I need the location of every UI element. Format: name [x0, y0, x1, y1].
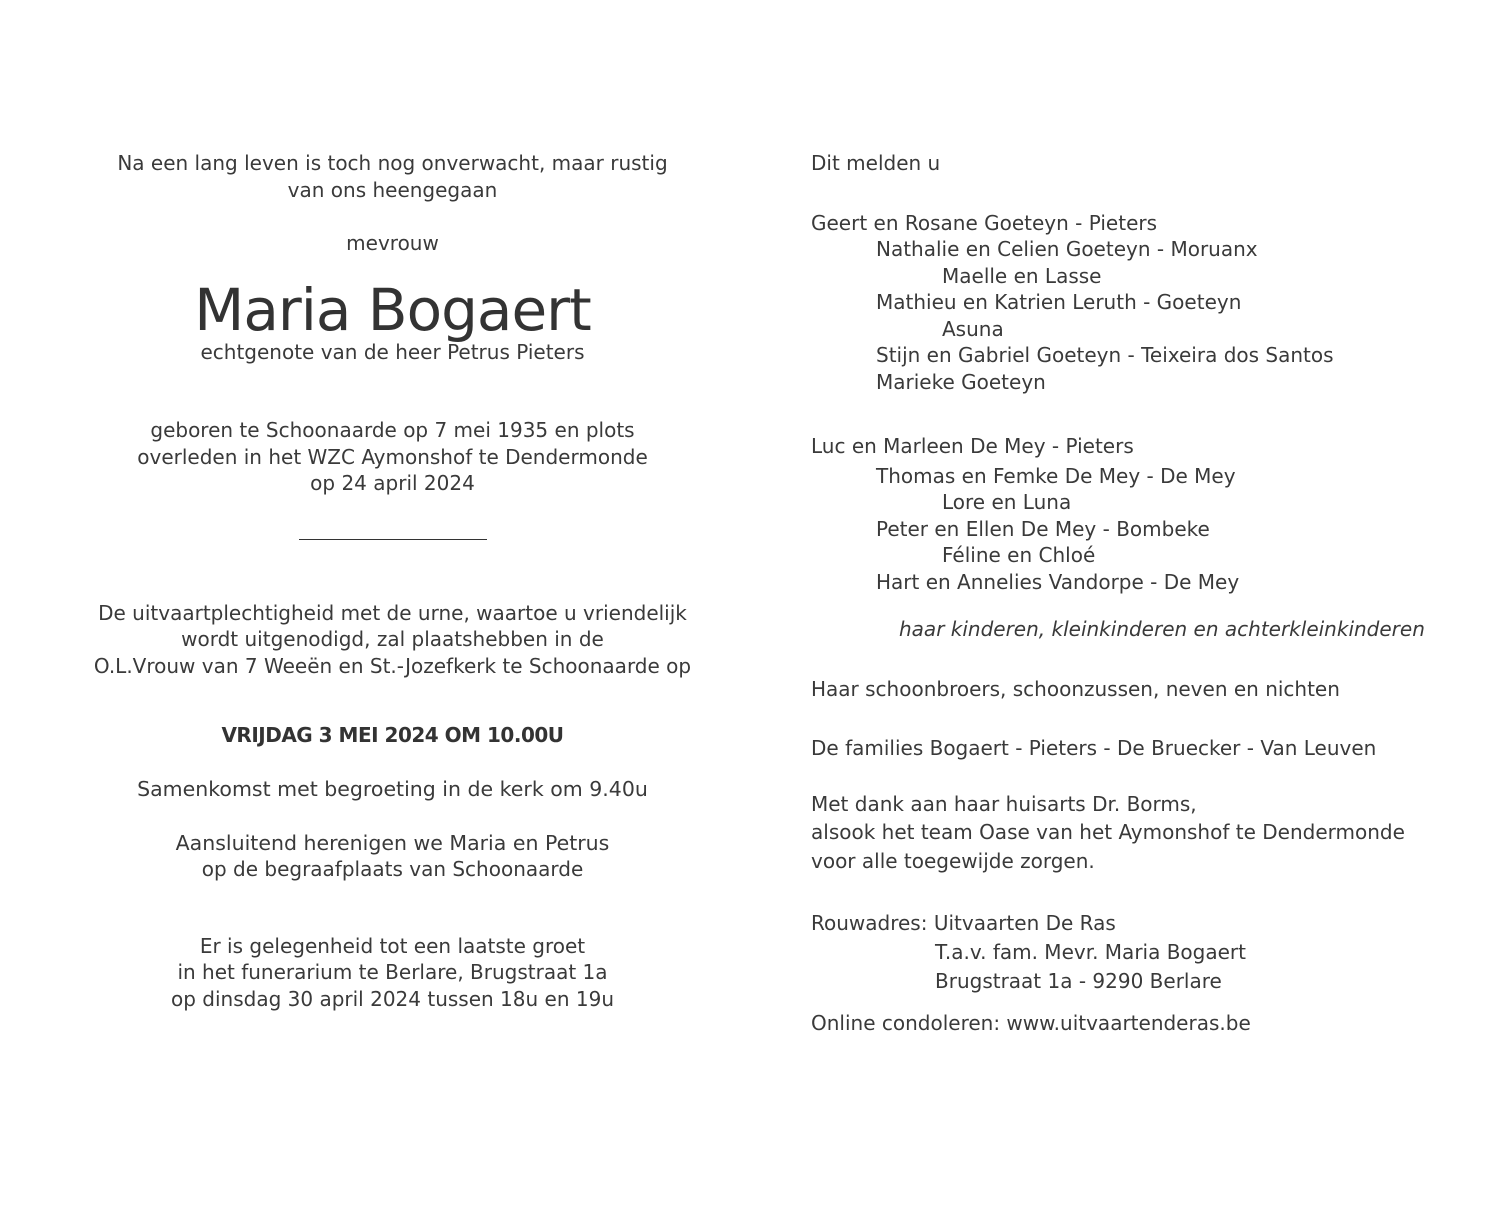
mourning-address: [811, 909, 1471, 996]
family-child: Marieke Goeteyn: [876, 369, 1046, 394]
spouse-line: echtgenote van de heer Petrus Pieters: [200, 339, 585, 364]
relations-tagline: haar kinderen, kleinkinderen en achterkleinkinderen: [899, 617, 1425, 641]
families-line: De families Bogaert - Pieters - De Bruecker - Van Leuven: [811, 736, 1377, 760]
right-column: [811, 150, 1471, 1037]
family-grandchildren: Lore en Luna: [942, 490, 1072, 514]
family-grandchildren: Féline en Chloé: [942, 543, 1096, 567]
gathering-text: Samenkomst met begroeting in de kerk om 9.40u: [137, 777, 648, 801]
family-child: Thomas en Femke De Mey - De Mey: [876, 463, 1236, 488]
family-child: Peter en Ellen De Mey - Bombeke: [876, 516, 1210, 541]
ceremony-date-time: VRIJDAG 3 MEI 2024 OM 10.00U: [221, 723, 564, 747]
family-grandchildren: Asuna: [942, 316, 1004, 341]
family-child: Mathieu en Katrien Leruth - Goeteyn: [876, 290, 1242, 314]
intro-text: Na een lang leven is toch nog onverwacht, maar rustig van ons heengegaan: [117, 151, 668, 202]
address-street: Brugstraat 1a - 9290 Berlare: [935, 969, 1222, 993]
divider-line: [299, 539, 487, 540]
thanks-text: Met dank aan haar huisarts Dr. Borms, alsook het team Oase van het Aymonshof te Dendermonde voor alle toegewijde zorgen.: [811, 791, 1405, 873]
visitation-text: Er is gelegenheid tot een laatste groet in het funerarium te Berlare, Brugstraat 1a op dinsdag 30 april 2024 tussen 18u en 19u: [171, 933, 614, 1011]
address-label: Rouwadres: Uitvaarten De Ras: [811, 911, 1116, 935]
family-child: Hart en Annelies Vandorpe - De Mey: [876, 569, 1240, 594]
family-head: Luc en Marleen De Mey - Pieters: [811, 434, 1134, 458]
family-child: Nathalie en Celien Goeteyn - Moruanx: [876, 237, 1258, 261]
burial-text: Aansluitend herenigen we Maria en Petrus op de begraafplaats van Schoonaarde: [175, 830, 610, 881]
family-group-2: [811, 433, 1471, 595]
family-head: Geert en Rosane Goeteyn - Pieters: [811, 210, 1158, 235]
address-attention: T.a.v. fam. Mevr. Maria Bogaert: [935, 940, 1246, 964]
family-grandchildren: Maelle en Lasse: [942, 263, 1102, 288]
left-column: [80, 150, 705, 1012]
ceremony-text: De uitvaartplechtigheid met de urne, waartoe u vriendelijk wordt uitgenodigd, zal plaatshebben in de O.L.Vrouw van 7 Weeën en St.-Jozefkerk te Schoonaarde op: [93, 600, 692, 678]
family-child: Stijn en Gabriel Goeteyn - Teixeira dos Santos: [876, 343, 1334, 367]
announce-line: Dit melden u: [811, 151, 941, 175]
family-group-1: [811, 210, 1471, 396]
online-condolence: Online condoleren: www.uitvaartenderas.be: [811, 1011, 1251, 1035]
birth-death-text: geboren te Schoonaarde op 7 mei 1935 en plots overleden in het WZC Aymonshof te Dendermonde op 24 april 2024: [137, 418, 648, 495]
in-laws-line: Haar schoonbroers, schoonzussen, neven en nichten: [811, 676, 1340, 701]
deceased-name: Maria Bogaert: [194, 275, 591, 344]
honorific: mevrouw: [346, 231, 439, 255]
